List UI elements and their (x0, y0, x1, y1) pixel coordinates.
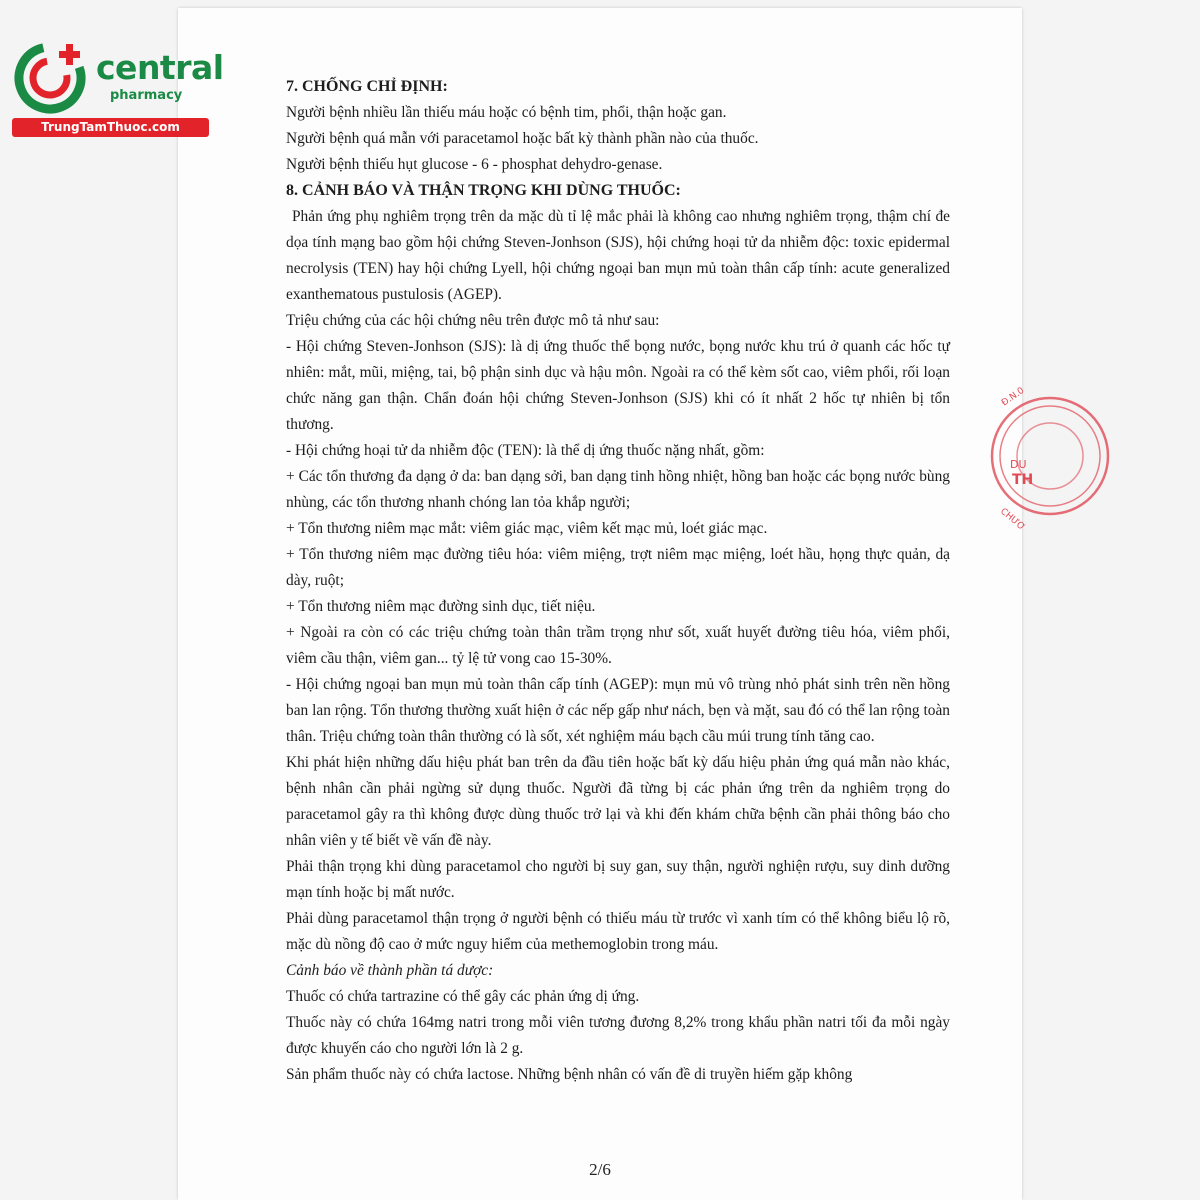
page-number: 2/6 (589, 1160, 611, 1179)
excipient-warning-heading: Cảnh báo về thành phần tá dược: (286, 962, 494, 979)
contraindication-2: Người bệnh quá mẫn với paracetamol hoặc bất kỳ thành phần nào của thuốc. (286, 130, 759, 147)
paragraph: - Hội chứng Steven-Jonhson (SJS): là dị ứng thuốc thể bọng nước, bọng nước khu trú ở quanh các hốc tự nhiên: mắt, mũi, miệng, tai, bộ phận sinh dục và hậu môn. Ngoài ra có thể kèm sốt cao, viêm phổi, rối loạn chức năng gan thận. Chẩn đoán hội chứng Steven-Jonhson (SJS) khi có ít nhất 2 hốc tự nhiên bị tổn thương. (286, 338, 950, 433)
paragraph: Phải dùng paracetamol thận trọng ở người bệnh có thiếu máu từ trước vì xanh tím có thể không biểu lộ rõ, mặc dù nồng độ cao ở mức nguy hiểm của methemoglobin trong máu. (286, 910, 950, 953)
logo-subtitle: pharmacy (110, 88, 183, 103)
paragraph: + Tổn thương niêm mạc đường sinh dục, tiết niệu. (286, 598, 596, 615)
logo-brand: central (96, 48, 224, 87)
svg-text:TH: TH (1012, 472, 1034, 488)
logo-site-banner[interactable]: TrungTamThuoc.com (12, 118, 209, 137)
central-pharmacy-logo[interactable] (12, 38, 224, 138)
paragraph: + Ngoài ra còn có các triệu chứng toàn thân trầm trọng như sốt, xuất huyết đường tiêu hóa, viêm phổi, viêm cầu thận, viêm gan... tỷ lệ tử vong cao 15-30%. (286, 624, 950, 667)
seal-stamp-icon (988, 384, 1034, 534)
section-8-heading: 8. CẢNH BÁO VÀ THẬN TRỌNG KHI DÙNG THUỐC: (286, 182, 681, 199)
svg-text:Đ.N.0: Đ.N.0 (999, 385, 1027, 409)
paragraph: Phải thận trọng khi dùng paracetamol cho người bị suy gan, suy thận, người nghiện rượu, suy dinh dưỡng mạn tính hoặc bị mất nước. (286, 858, 950, 901)
paragraph: Thuốc này có chứa 164mg natri trong mỗi viên tương đương 8,2% trong khẩu phần natri tối đa mỗi ngày được khuyến cáo cho người lớn là 2 g. (286, 1014, 950, 1057)
paragraph: Sản phẩm thuốc này có chứa lactose. Những bệnh nhân có vấn đề di truyền hiếm gặp không (286, 1066, 853, 1083)
paragraph: - Hội chứng hoại tử da nhiễm độc (TEN): là thể dị ứng thuốc nặng nhất, gồm: (286, 442, 765, 459)
svg-text:DU: DU (1010, 458, 1027, 471)
svg-text:CHƯƠ: CHƯƠ (998, 506, 1027, 533)
paragraph: + Tổn thương niêm mạc mắt: viêm giác mạc, viêm kết mạc mủ, loét giác mạc. (286, 520, 768, 537)
contraindication-1: Người bệnh nhiều lần thiếu máu hoặc có bệnh tim, phổi, thận hoặc gan. (286, 104, 727, 121)
paragraph: Thuốc có chứa tartrazine có thể gây các phản ứng dị ứng. (286, 988, 640, 1005)
pharmacy-cross-icon (12, 38, 92, 118)
contraindication-3: Người bệnh thiếu hụt glucose - 6 - phosphat dehydro-genase. (286, 156, 663, 173)
document-body (286, 74, 950, 1088)
section-7-heading: 7. CHỐNG CHỈ ĐỊNH: (286, 78, 448, 95)
paragraph: + Các tổn thương đa dạng ở da: ban dạng sởi, ban dạng tinh hồng nhiệt, hồng ban hoặc các bọng nước bùng nhùng, các tổn thương nhanh chóng lan tỏa khắp người; (286, 468, 950, 511)
paragraph: Triệu chứng của các hội chứng nêu trên được mô tả như sau: (286, 312, 660, 329)
paragraph: - Hội chứng ngoại ban mụn mủ toàn thân cấp tính (AGEP): mụn mủ vô trùng nhỏ phát sinh trên nền hồng ban lan rộng. Tổn thương thường xuất hiện ở các nếp gấp như nách, bẹn và mặt, sau đó có thể lan rộng toàn thân. Triệu chứng toàn thân thường có là sốt, xét nghiệm máu bạch cầu múi trung tính tăng cao. (286, 676, 950, 745)
paragraph: Khi phát hiện những dấu hiệu phát ban trên da đầu tiên hoặc bất kỳ dấu hiệu phản ứng quá mẫn nào khác, bệnh nhân cần phải ngừng sử dụng thuốc. Người đã từng bị các phản ứng trên da nghiêm trọng do paracetamol gây ra thì không được dùng thuốc trở lại và khi đến khám chữa bệnh cần phải thông báo cho nhân viên y tế biết về vấn đề này. (286, 754, 950, 849)
paragraph: Phản ứng phụ nghiêm trọng trên da mặc dù tỉ lệ mắc phải là không cao nhưng nghiêm trọng, thậm chí đe dọa tính mạng bao gồm hội chứng Steven-Jonhson (SJS), hội chứng hoại tử da nhiễm độc: toxic epidermal necrolysis (TEN) hay hội chứng Lyell, hội chứng ngoại ban mụn mủ toàn thân cấp tính: acute generalized exanthematous pustulosis (AGEP). (286, 208, 950, 303)
paragraph: + Tổn thương niêm mạc đường tiêu hóa: viêm miệng, trợt niêm mạc miệng, loét hầu, họng thực quản, dạ dày, ruột; (286, 546, 950, 589)
